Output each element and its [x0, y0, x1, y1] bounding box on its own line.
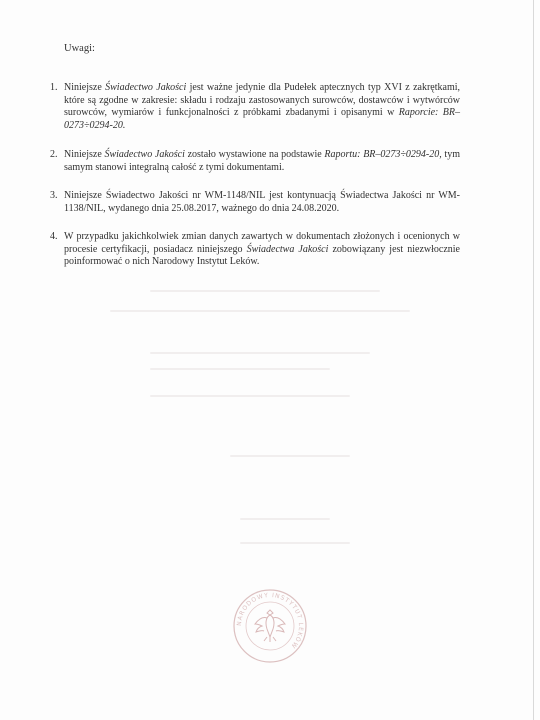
bleed-through-line	[110, 310, 410, 312]
note-item-1	[50, 82, 460, 132]
page-edge	[533, 0, 534, 720]
bleed-through-line	[230, 455, 350, 457]
bleed-through-line	[240, 542, 350, 544]
bleed-through-line	[150, 290, 380, 292]
note-number: 4.	[50, 231, 58, 242]
note-text	[64, 190, 460, 215]
eagle-seal-icon	[232, 588, 308, 664]
svg-text:NARODOWY INSTYTUT LEKÓW: NARODOWY INSTYTUT LEKÓW	[235, 591, 305, 650]
bleed-through-line	[150, 395, 350, 397]
note-text-part: tym samym stanowi integralną całość z tymi dokumentami.	[64, 149, 460, 173]
note-text-part: zobowiązany jest niezwłocznie poinformować o nich Narodowy Instytut Leków.	[64, 243, 460, 268]
note-item-4	[50, 231, 460, 269]
notes-heading: Uwagi:	[64, 43, 95, 54]
note-text-part: Niniejsze	[64, 82, 106, 93]
bleed-through-line	[150, 352, 370, 354]
note-text-part: Świadectwa Jakości	[246, 243, 329, 255]
note-text	[64, 231, 460, 269]
note-item-3	[50, 190, 460, 215]
bleed-through-line	[240, 518, 330, 520]
note-text	[64, 149, 460, 174]
note-text-part: Niniejsze Świadectwo Jakości nr WM-1148/NIL jest kontynuacją Świadectwa Jakości nr WM-1138/NIL, wydanego dnia 25.08.2017, ważnego do dnia 24.08.2020.	[64, 190, 460, 214]
note-text-part: Świadectwo Jakości	[104, 149, 185, 160]
note-text-part: jest ważne jedynie dla Pudełek aptecznych typ XVI z zakrętkami, które są zgodne w zakresie: składu i rodzaju zastosowanych surowców, dostawców i wytwórców surowców, wymiarów i funkcjonalności z próbkami zbadanymi i opisanymi w	[64, 82, 461, 119]
note-text-part: W przypadku jakichkolwiek zmian danych zawartych w dokumentach złożonych i ocenionych w procesie certyfikacji, posiadacz niniejszego	[64, 231, 460, 255]
note-text-part: Raportu: BR–0273÷0294-20,	[324, 149, 442, 160]
note-number: 3.	[50, 190, 58, 201]
note-text-part: Świadectwo Jakości	[105, 82, 187, 93]
note-text	[64, 82, 460, 132]
official-seal-stamp	[232, 588, 308, 669]
note-number: 1.	[50, 82, 58, 93]
note-text-part: Niniejsze	[64, 149, 105, 160]
bleed-through-line	[150, 368, 330, 370]
note-text-part: zostało wystawione na podstawie	[184, 149, 325, 160]
note-number: 2.	[50, 149, 58, 160]
note-text-part: Raporcie: BR–0273÷0294-20.	[64, 107, 460, 131]
note-item-2	[50, 149, 460, 174]
